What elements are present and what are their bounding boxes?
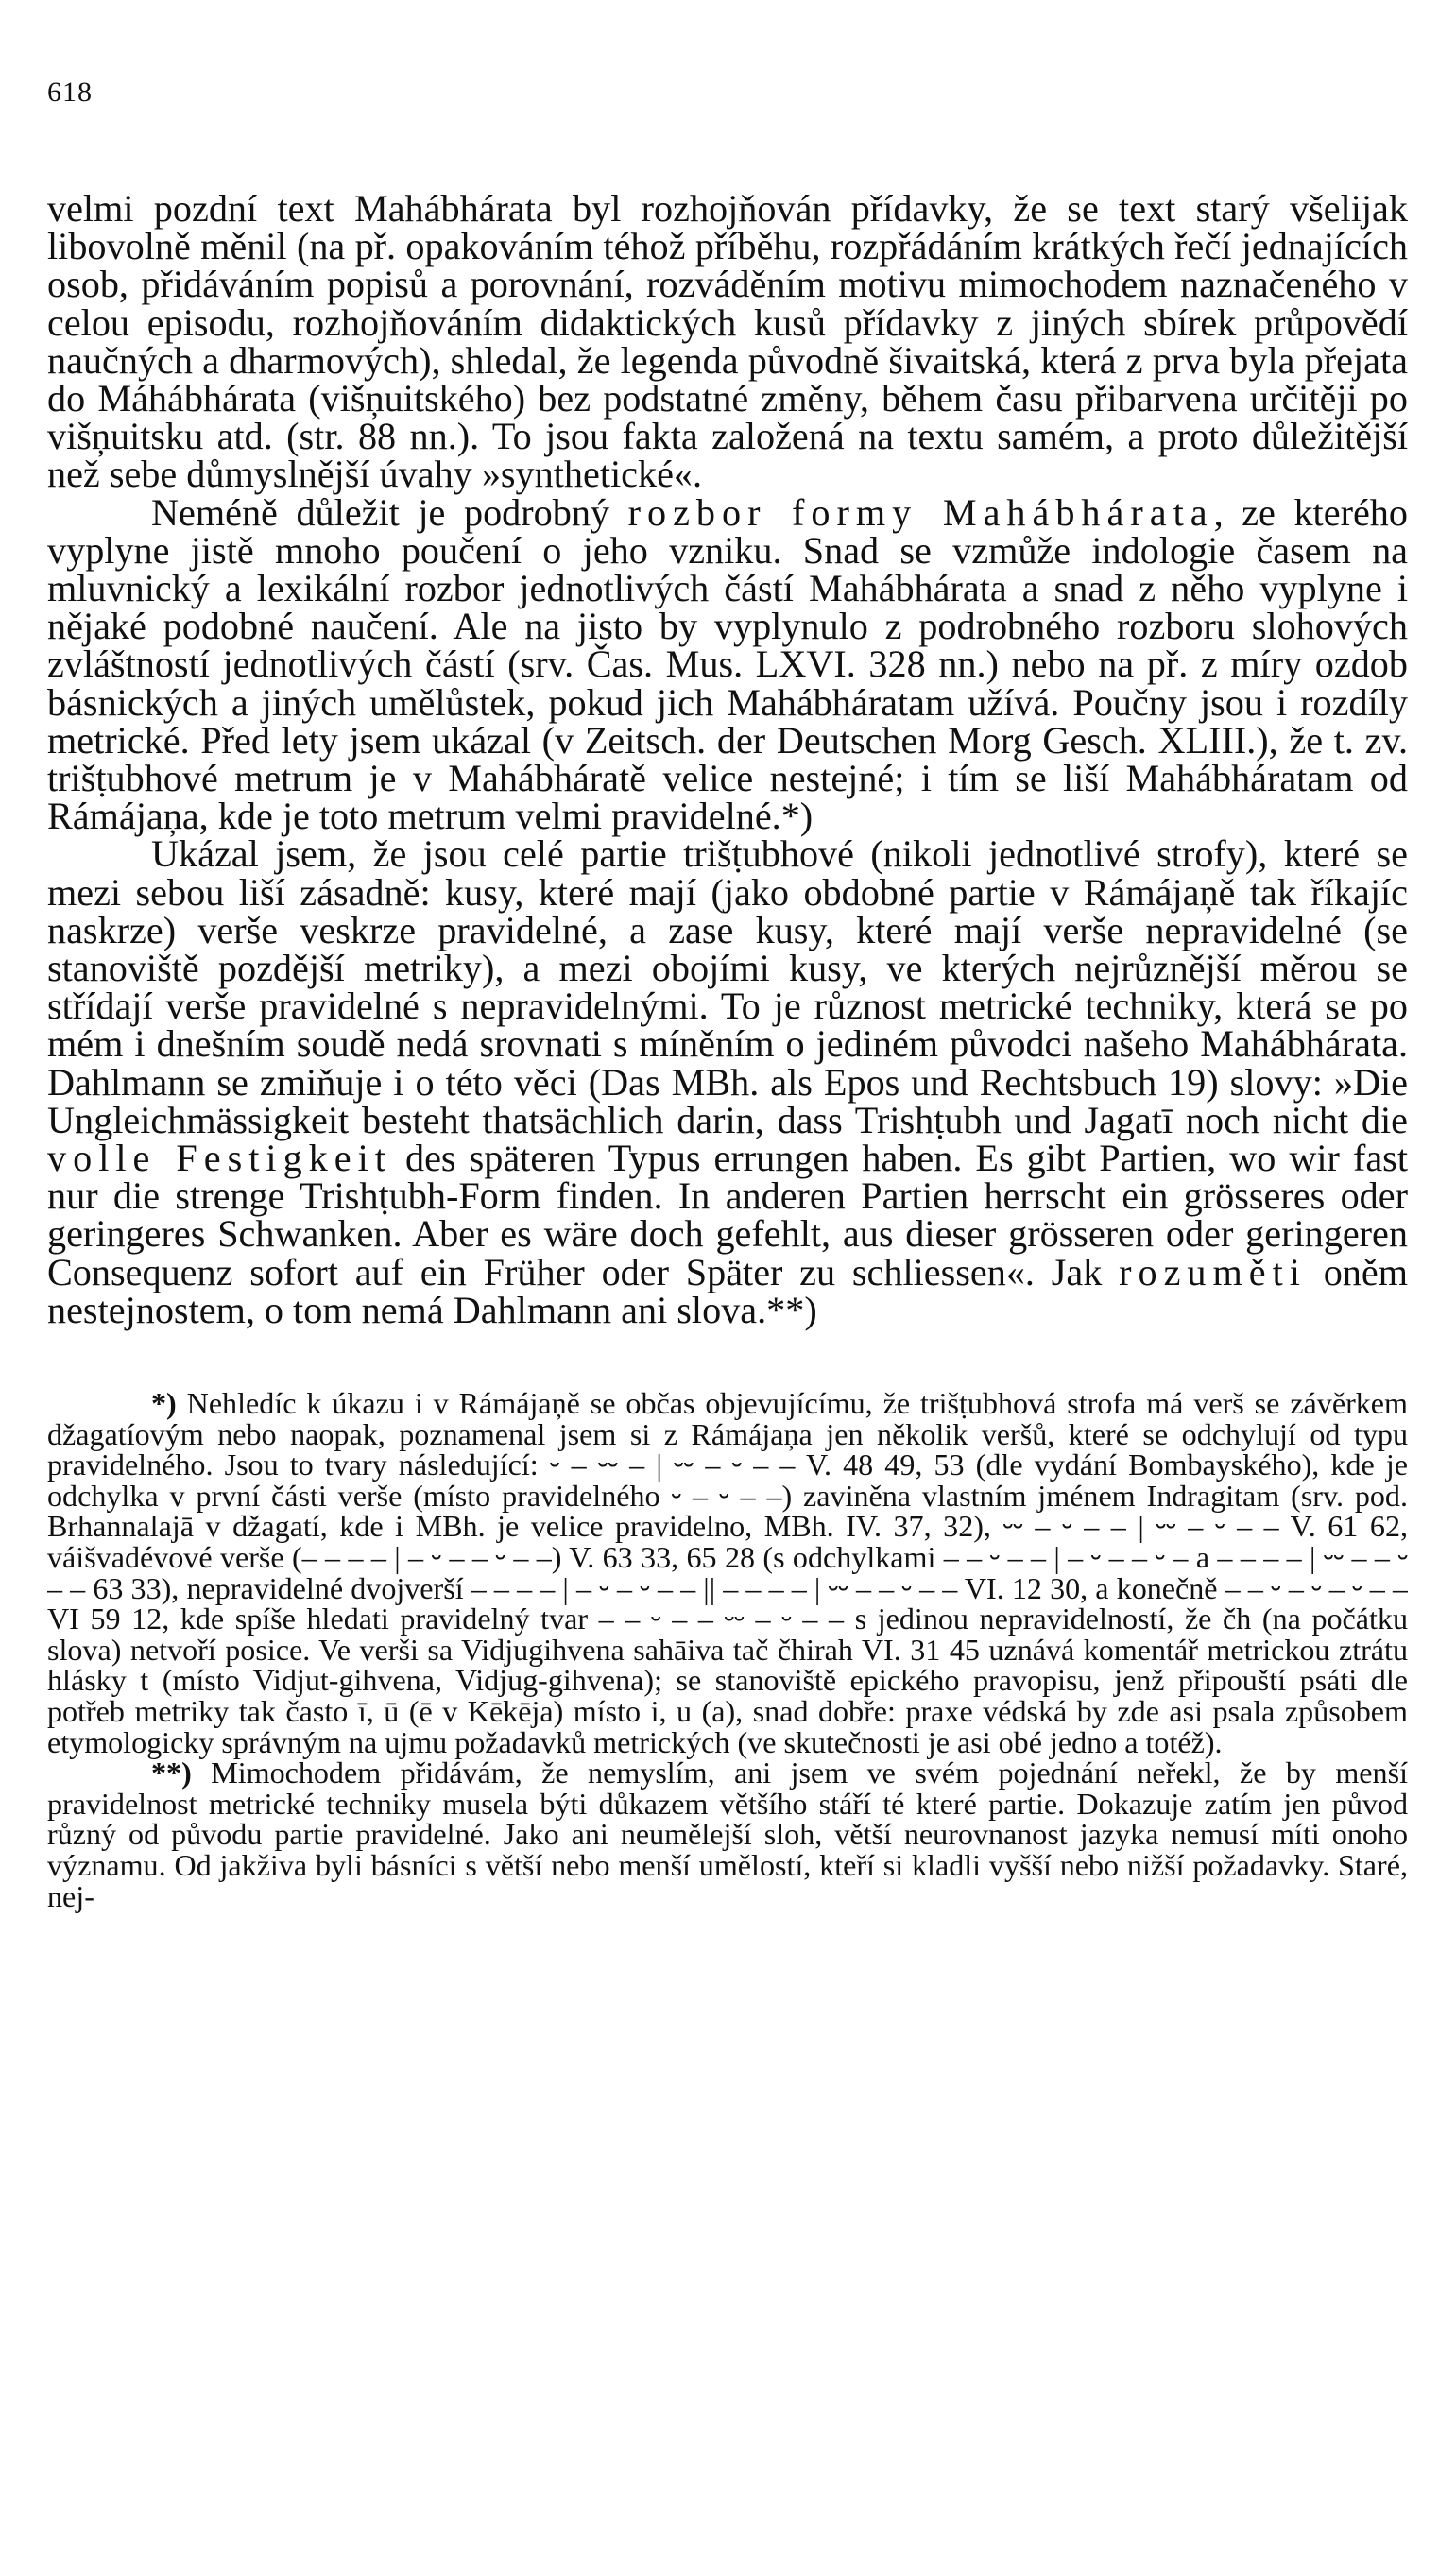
paragraph-3-text: Ukázal jsem, že jsou celé partie trišṭubhové (nikoli jednotlivé strofy), které se mezi sebou liší zásadně: kusy, které mají (jako obdobné partie v Rámájaņě tak říkajíc naskrze) verše veskrze pravidelné, a zase kusy, které mají verše nepravidelné (se stanoviště pozdější metriky), a mezi obojími kusy, ve kterých nejrůznější měrou se střídají verše pravidelné s nepravidelnými. To je různost metrické techniky, která se po mém i dnešním soudě nedá srovnati s míněním o jediném původci našeho Mahábhárata. Dahlmann se zmiňuje i o této věci (Das MBh. als Epos und Rechtsbuch 19) slovy: »Die Ungleichmässigkeit besteht thatsächlich darin, dass Trishṭubh und Jagatī noch nicht die bbox=[47, 832, 1408, 1141]
footnote-1-text: Nehledíc k úkazu i v Rámájaņě se občas objevujícímu, že trišṭubhová strofa má verš se závěrkem džagatíovým nebo naopak, poznamenal jsem si z Rámájaņa jen několik veršů, které se odchylují od typu pravidelného. Jsou to tvary následující: ⏑ – ⏑⏑ – | ⏑⏑ – ⏑ – – V. 48 49, 53 (dle vydání Bombayského), kde je odchylka v první části verše (místo pravidelného ⏑ – ⏑ – –) zaviněna vlastním jménem Indragitam (srv. pod. Brhannalajā v džagatí, kde i MBh. je velice pravidelno, MBh. IV. 37, 32), ⏑⏑ – ⏑ – – | ⏑⏑ – ⏑ – – V. 61 62, váišvadévové verše (– – – – | – ⏑ – – ⏑ – –) V. 63 33, 65 28 (s odchylkami – – ⏑ – – | – ⏑ – – ⏑ – a – – – – | ⏑⏑ – – ⏑ – – 63 33), nepravidelné dvojverší – – – – | – ⏑ – ⏑ – – || – – – – | ⏑⏑ – – ⏑ – – VI. 12 30, a konečně – – ⏑ – ⏑ – ⏑ – – VI 59 12, kde spíše hledati pravidelný tvar – – ⏑ – – ⏑⏑ – ⏑ – – s jedinou nepravidelností, že čh (na počátku slova) netvoří posice. Ve verši sa Vidjugihvena sahāiva tač čhirah VI. 31 45 uznává komentář metrickou ztrátu hlásky t (místo Vidjut-gihvena, Vidjug-gihvena); se stanoviště epického pravopisu, jenž připouští psáti dle potřeb metriky tak často ī, ū (ē v Kēkēja) místo i, u (a), snad dobře: praxe védská by zde asi psala způsobem etymologicky správným na ujmu požadavků metrických (ve skutečnosti je asi obé jedno a totéž). bbox=[47, 1386, 1408, 1759]
paragraph-3-text-end: oněm nestejnostem, o tom nemá Dahlmann ani slova.**) bbox=[47, 1250, 1408, 1331]
paragraph-2-emphasis: rozbor formy Mahábhárata bbox=[627, 490, 1214, 534]
paragraph-3-text-middle: des späteren Typus errungen haben. Es gibt Partien, wo wir fast nur die strenge Trishṭubh-Form finden. In anderen Partien herrscht ein grösseres oder geringeres Schwanken. Aber es wäre doch gefehlt, aus dieser grösseren oder geringeren Consequenz sofort auf ein Früher oder Später zu schliessen«. Jak bbox=[47, 1137, 1408, 1293]
footnote-2 bbox=[47, 1757, 1408, 1911]
footnotes bbox=[47, 1388, 1408, 1911]
paragraph-2-text: Neméně důležit je podrobný bbox=[151, 490, 628, 534]
paragraph-3-emphasis: volle Festigkeit bbox=[47, 1137, 392, 1180]
paragraph-3 bbox=[47, 832, 1408, 1331]
paragraph-2-text-rest: , ze kterého vyplyne jistě mnoho poučení o jeho vzniku. Snad se vzmůže indologie časem na mluvnický a lexikální rozbor jednotlivých částí Mahábhárata a snad z něho vyplyne i nějaké podobné naučení. Ale na jisto by vyplynulo z podrobného rozboru slohových zvláštností jednotlivých částí (srv. Čas. Mus. LXVI. 328 nn.) nebo na př. z míry ozdob básnických a jiných umělůstek, pokud jich Mahábháratam užívá. Poučny jsou i rozdíly metrické. Před lety jsem ukázal (v Zeitsch. der Deutschen Morg Gesch. XLIII.), že t. zv. trišṭubhové metrum je v Mahábháratě velice nestejné; i tím se liší Mahábháratam od Rámájaņa, kde je toto metrum velmi pravidelné.*) bbox=[47, 490, 1408, 838]
footnote-1-marker: *) bbox=[151, 1386, 177, 1421]
paragraph-1: velmi pozdní text Mahábhárata byl rozhojňován přídavky, že se text starý všelijak libovolně měnil (na př. opakováním téhož příběhu, rozpřádáním krátkých řečí jednajících osob, přidáváním popisů a porovnání, rozváděním motivu mimochodem naznačeného v celou episodu, rozhojňováním didaktických kusů přídavky z jiných sbírek průpovědí naučných a dharmových), shledal, že legenda původně šivaitská, která z prva byla přejata do Máhábhárata (višņuitského) bez podstatné změny, během času přibarvena určitěji po višņuitsku atd. (str. 88 nn.). To jsou fakta založená na textu samém, a proto důležitější než sebe důmyslnější úvahy »synthetické«. bbox=[47, 187, 1408, 496]
footnote-2-text: Mimochodem přidávám, že nemyslím, ani jsem ve svém pojednání neřekl, že by menší pravidelnost metrické techniky musela býti důkazem většího stáří té které partie. Dokazuje zatím jen původ různý od původu partie pravidelné. Jako ani neumělejší sloh, větší neurovnanost jazyka nemusí míti onoho významu. Od jakživa byli básníci s větší nebo menší umělostí, kteří si kladli vyšší nebo nižší požadavky. Staré, nej- bbox=[47, 1756, 1408, 1913]
paragraph-3-emphasis-2: rozuměti bbox=[1119, 1250, 1307, 1293]
paragraph-2 bbox=[47, 490, 1408, 838]
page-number: 618 bbox=[47, 77, 93, 108]
footnote-1 bbox=[47, 1388, 1408, 1757]
document-page bbox=[47, 76, 1408, 2513]
main-text bbox=[47, 187, 1408, 1331]
footnote-2-marker: **) bbox=[151, 1756, 192, 1790]
